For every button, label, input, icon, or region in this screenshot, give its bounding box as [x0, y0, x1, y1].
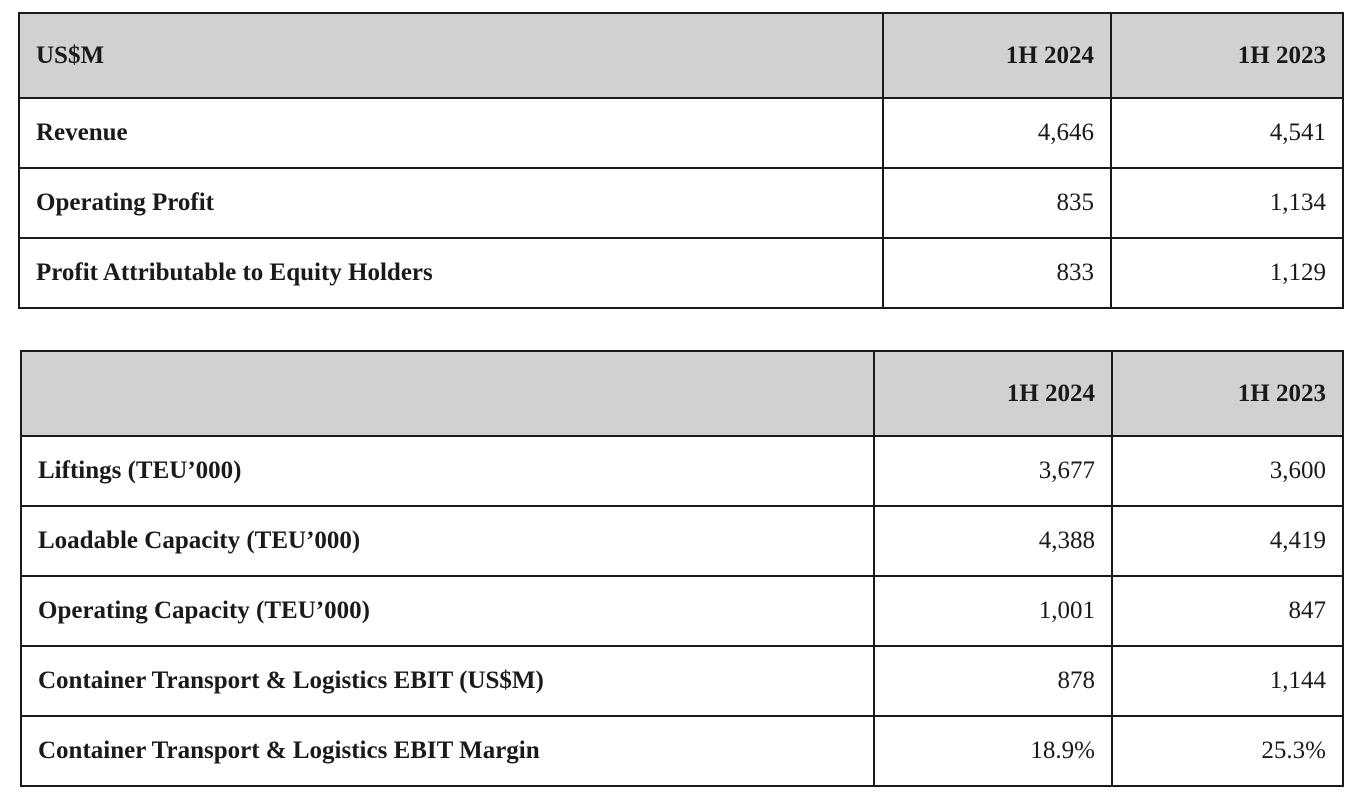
column-header-1h-2023: 1H 2023 [1111, 13, 1343, 98]
value-1h-2024: 835 [883, 168, 1111, 238]
table-row [19, 98, 1343, 168]
row-label: Container Transport & Logistics EBIT Margin [21, 716, 874, 786]
value-1h-2024: 18.9% [874, 716, 1112, 786]
value-1h-2023: 3,600 [1112, 436, 1343, 506]
value-1h-2023: 4,541 [1111, 98, 1343, 168]
value-1h-2023: 1,129 [1111, 238, 1343, 308]
value-1h-2024: 4,388 [874, 506, 1112, 576]
table-header-row [19, 13, 1343, 98]
value-1h-2023: 1,134 [1111, 168, 1343, 238]
column-header-1h-2023: 1H 2023 [1112, 351, 1343, 436]
value-1h-2023: 847 [1112, 576, 1343, 646]
table-row [21, 646, 1343, 716]
table-row [21, 576, 1343, 646]
table-row [21, 506, 1343, 576]
operating-metrics-table [20, 350, 1344, 787]
row-label: Operating Profit [19, 168, 883, 238]
value-1h-2024: 3,677 [874, 436, 1112, 506]
row-label: Container Transport & Logistics EBIT (US$M) [21, 646, 874, 716]
row-label: Liftings (TEU’000) [21, 436, 874, 506]
row-label: Operating Capacity (TEU’000) [21, 576, 874, 646]
column-header-empty [21, 351, 874, 436]
row-label: Profit Attributable to Equity Holders [19, 238, 883, 308]
value-1h-2023: 1,144 [1112, 646, 1343, 716]
value-1h-2024: 878 [874, 646, 1112, 716]
table-header-row [21, 351, 1343, 436]
table-row [19, 168, 1343, 238]
financial-summary-table [18, 12, 1344, 309]
column-header-unit: US$M [19, 13, 883, 98]
table-row [19, 238, 1343, 308]
value-1h-2024: 4,646 [883, 98, 1111, 168]
row-label: Revenue [19, 98, 883, 168]
value-1h-2024: 1,001 [874, 576, 1112, 646]
table-row [21, 716, 1343, 786]
value-1h-2023: 25.3% [1112, 716, 1343, 786]
column-header-1h-2024: 1H 2024 [874, 351, 1112, 436]
value-1h-2023: 4,419 [1112, 506, 1343, 576]
table-row [21, 436, 1343, 506]
value-1h-2024: 833 [883, 238, 1111, 308]
row-label: Loadable Capacity (TEU’000) [21, 506, 874, 576]
column-header-1h-2024: 1H 2024 [883, 13, 1111, 98]
